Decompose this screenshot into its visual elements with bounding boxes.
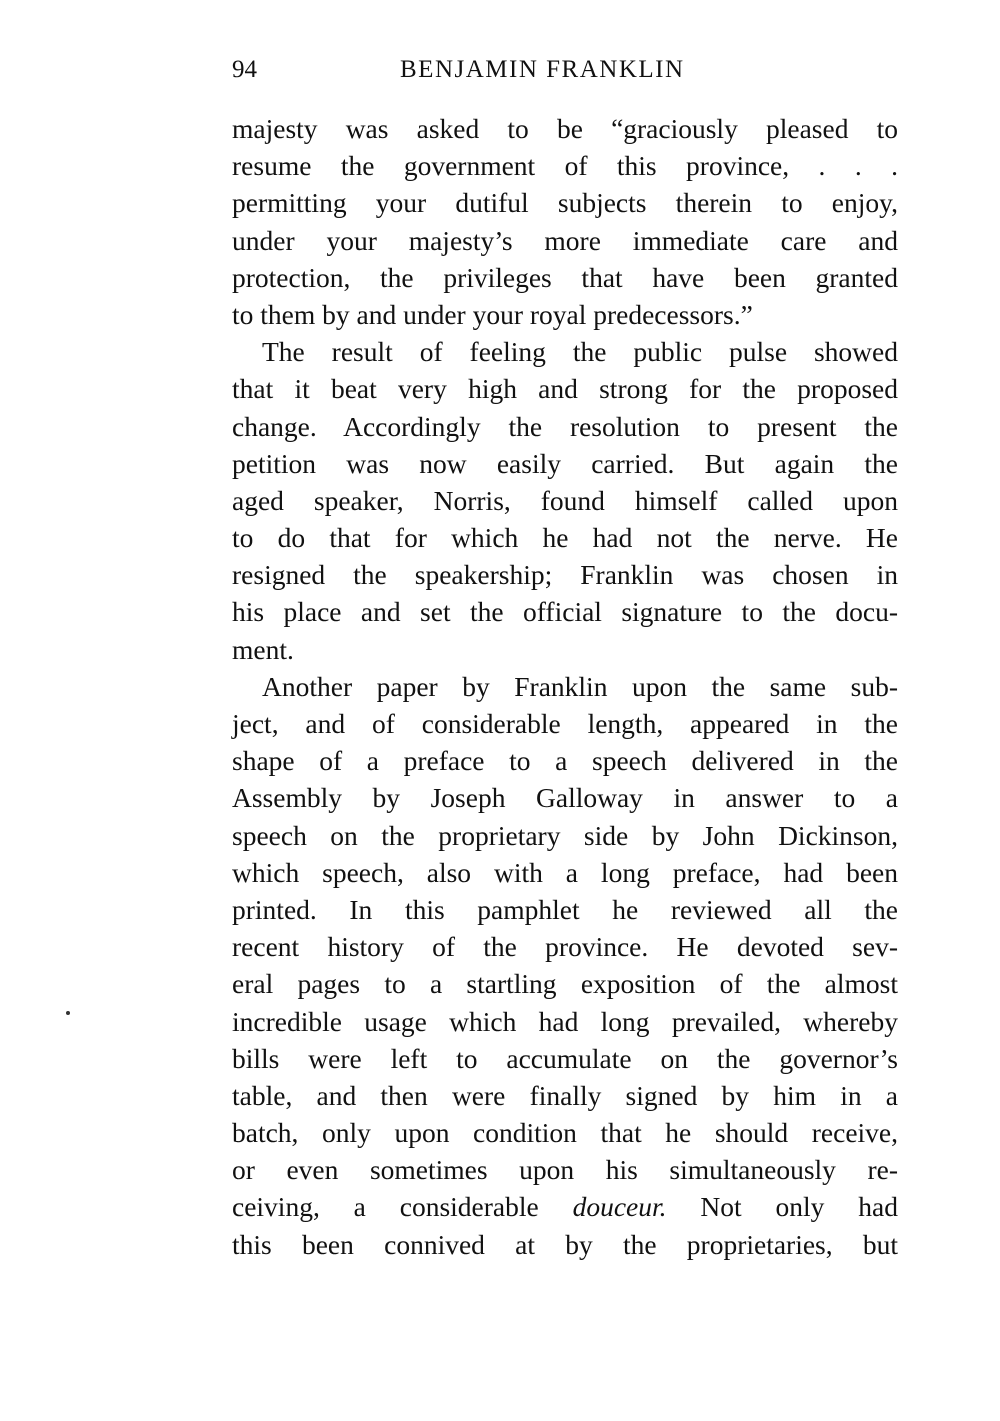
paragraph [232,333,898,668]
text-line: bills were left to accumulate on the governor’s [232,1042,898,1074]
text-line: ment. [232,633,294,665]
text-line: eral pages to a startling exposition of the almost [232,968,898,1000]
text-line: that it beat very high and strong for the proposed [232,373,898,405]
text-line: change. Accordingly the resolution to present the [232,410,898,442]
page-number: 94 [232,56,257,83]
text-line: which speech, also with a long preface, had been [232,856,898,888]
text-line: permitting your dutiful subjects therein to enjoy, [232,187,898,219]
paragraph [232,110,898,333]
text-line: shape of a preface to a speech delivered in the [232,745,898,777]
text-line: table, and then were finally signed by him in a [232,1079,898,1111]
text-line: Assembly by Joseph Galloway in answer to a [232,782,898,814]
text-line: or even sometimes upon his simultaneously re- [232,1154,898,1186]
text-line: his place and set the official signature to the docu- [232,596,898,628]
text-line: petition was now easily carried. But again the [232,447,898,479]
running-head-title: BENJAMIN FRANKLIN [400,56,685,83]
text-line [232,1188,898,1225]
text-line: under your majesty’s more immediate care and [232,224,898,256]
text-line: recent history of the province. He devoted sev- [232,931,898,963]
running-header [232,56,898,90]
text-line: majesty was asked to be “graciously pleased to [232,113,898,144]
text-line: incredible usage which had long prevailed, whereby [232,1005,898,1037]
italic-text: douceur. [572,1191,667,1223]
text-line: Another paper by Franklin upon the same sub- [262,670,898,702]
text-line: to them by and under your royal predecessors.” [232,298,753,330]
text-line: this been connived at by the proprietaries, but [232,1228,898,1260]
text-line: batch, only upon condition that he should receive, [232,1117,898,1149]
text-line: protection, the privileges that have been granted [232,261,898,293]
page-body-text [232,110,898,1263]
text-line: aged speaker, Norris, found himself called upon [232,484,898,516]
text-line: resigned the speakership; Franklin was chosen in [232,559,898,591]
scan-speck [66,1011,70,1015]
paragraph [232,668,898,1263]
text-run: ceiving, a considerable [232,1191,573,1223]
text-line: to do that for which he had not the nerve. He [232,522,898,554]
text-line: The result of feeling the public pulse showed [262,336,898,368]
text-line: speech on the proprietary side by John Dickinson, [232,819,898,851]
text-line: resume the government of this province, . . . [232,150,898,182]
text-line: ject, and of considerable length, appeared in the [232,708,898,739]
text-run: Not only had [666,1191,898,1223]
text-line: printed. In this pamphlet he reviewed all the [232,893,898,925]
